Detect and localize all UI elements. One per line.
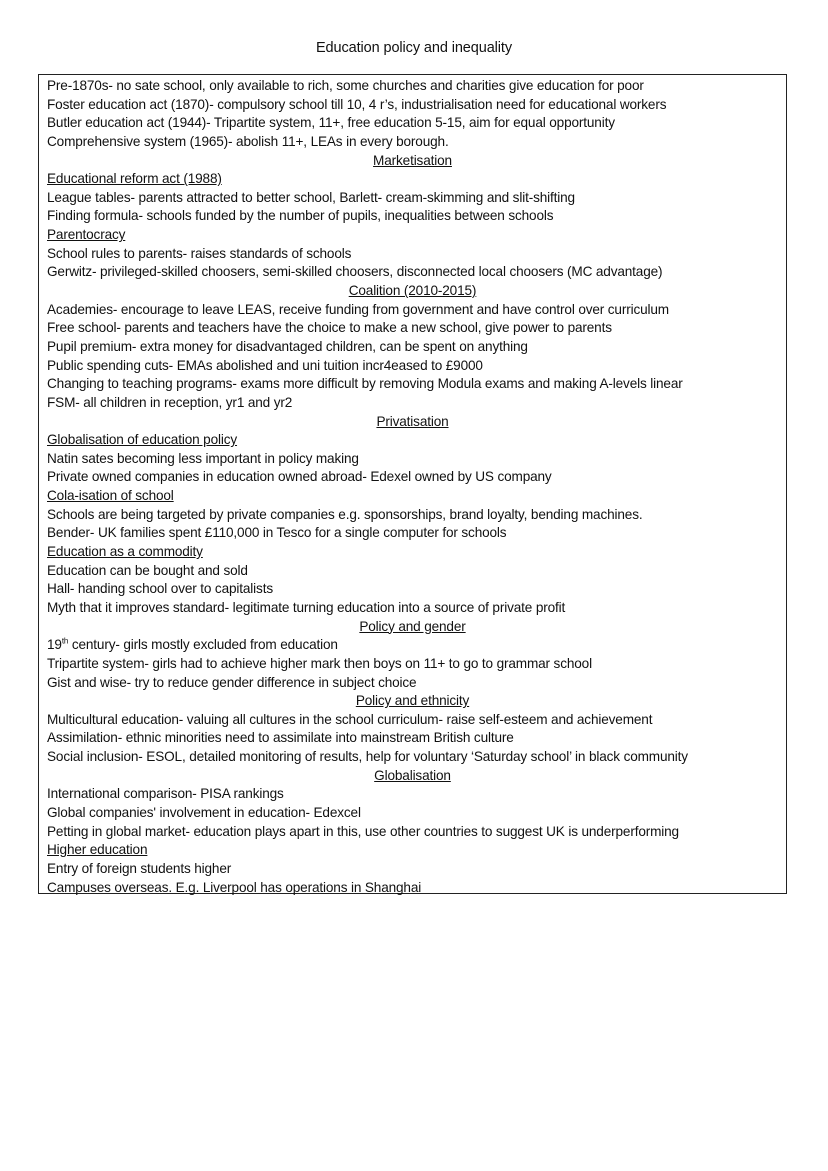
note-line: Bender- UK families spent £110,000 in Tesco for a single computer for schools <box>47 525 507 541</box>
subsection-heading <box>47 487 786 506</box>
note-text: century- girls mostly excluded from education <box>68 637 338 653</box>
note-line: Petting in global market- education plays apart in this, use other countries to suggest UK is underperforming <box>47 823 679 839</box>
note-line: Education can be bought and sold <box>47 562 248 578</box>
note-line: Natin sates becoming less important in policy making <box>47 450 359 466</box>
note-line: Assimilation- ethnic minorities need to assimilate into mainstream British culture <box>47 730 514 746</box>
section-heading: Privatisation <box>376 413 449 429</box>
note-line: Academies- encourage to leave LEAS, receive funding from government and have control over curriculum <box>47 301 669 317</box>
subsection-heading-text: Cola-isation of school <box>47 488 174 504</box>
section-heading: Policy and gender <box>359 618 466 634</box>
subsection-heading <box>47 543 786 562</box>
note-line: School rules to parents- raises standards of schools <box>47 245 352 261</box>
notes-box <box>38 74 787 894</box>
note-line: Foster education act (1870)- compulsory school till 10, 4 r’s, industrialisation need for educational workers <box>47 96 667 112</box>
note-line: Campuses overseas. E.g. Liverpool has operations in Shanghai <box>47 879 422 895</box>
subsection-heading <box>47 431 786 450</box>
note-line: Comprehensive system (1965)- abolish 11+, LEAs in every borough. <box>47 133 449 149</box>
note-line: Private owned companies in education owned abroad- Edexel owned by US company <box>47 469 552 485</box>
section-heading: Coalition (2010-2015) <box>348 283 477 299</box>
note-line: Social inclusion- ESOL, detailed monitoring of results, help for voluntary ‘Saturday school’ in black community <box>47 749 688 765</box>
subsection-heading-text: Education as a commodity <box>47 544 203 560</box>
note-line: Myth that it improves standard- legitimate turning education into a source of private profit <box>47 599 566 615</box>
subsection-heading <box>47 226 786 245</box>
note-line: Multicultural education- valuing all cultures in the school curriculum- raise self-esteem and achievement <box>47 711 653 727</box>
note-line: Entry of foreign students higher <box>47 860 232 876</box>
note-line: League tables- parents attracted to better school, Barlett- cream-skimming and slit-shifting <box>47 189 575 205</box>
page-title: Education policy and inequality <box>315 40 512 56</box>
note-line: Public spending cuts- EMAs abolished and uni tuition incr4eased to £9000 <box>47 357 483 373</box>
note-line: International comparison- PISA rankings <box>47 786 284 802</box>
note-line: Changing to teaching programs- exams more difficult by removing Modula exams and making A-levels linear <box>47 376 683 392</box>
note-prefix: 19 <box>47 637 62 653</box>
note-line: Pupil premium- extra money for disadvantaged children, can be spent on anything <box>47 338 528 354</box>
subsection-heading <box>47 841 786 860</box>
subsection-heading-text: Educational reform act (1988) <box>47 171 222 187</box>
section-heading: Globalisation <box>374 767 451 783</box>
note-line: FSM- all children in reception, yr1 and yr2 <box>47 394 293 410</box>
note-line: Butler education act (1944)- Tripartite system, 11+, free education 5-15, aim for equal opportunity <box>47 115 615 131</box>
note-line: Pre-1870s- no sate school, only available to rich, some churches and charities give education for poor <box>47 78 644 93</box>
section-heading: Marketisation <box>373 152 452 168</box>
subsection-heading <box>47 170 786 189</box>
subsection-heading-text: Parentocracy <box>47 227 126 243</box>
ordinal-superscript: th <box>61 636 69 646</box>
note-line: Gist and wise- try to reduce gender difference in subject choice <box>47 674 417 690</box>
note-line: Hall- handing school over to capitalists <box>47 581 273 597</box>
note-line: Gerwitz- privileged-skilled choosers, semi-skilled choosers, disconnected local choosers (MC advantage) <box>47 264 663 280</box>
note-line: Tripartite system- girls had to achieve higher mark then boys on 11+ to go to grammar school <box>47 655 592 671</box>
note-line: Free school- parents and teachers have the choice to make a new school, give power to parents <box>47 320 612 336</box>
note-line: Schools are being targeted by private companies e.g. sponsorships, brand loyalty, bending machines. <box>47 506 643 522</box>
note-line: Global companies' involvement in education- Edexcel <box>47 804 361 820</box>
section-heading: Policy and ethnicity <box>355 693 470 709</box>
note-line: Finding formula- schools funded by the number of pupils, inequalities between schools <box>47 208 554 224</box>
note-line <box>47 636 786 655</box>
subsection-heading-text: Higher education <box>47 842 148 858</box>
subsection-heading-text: Globalisation of education policy <box>47 432 238 448</box>
